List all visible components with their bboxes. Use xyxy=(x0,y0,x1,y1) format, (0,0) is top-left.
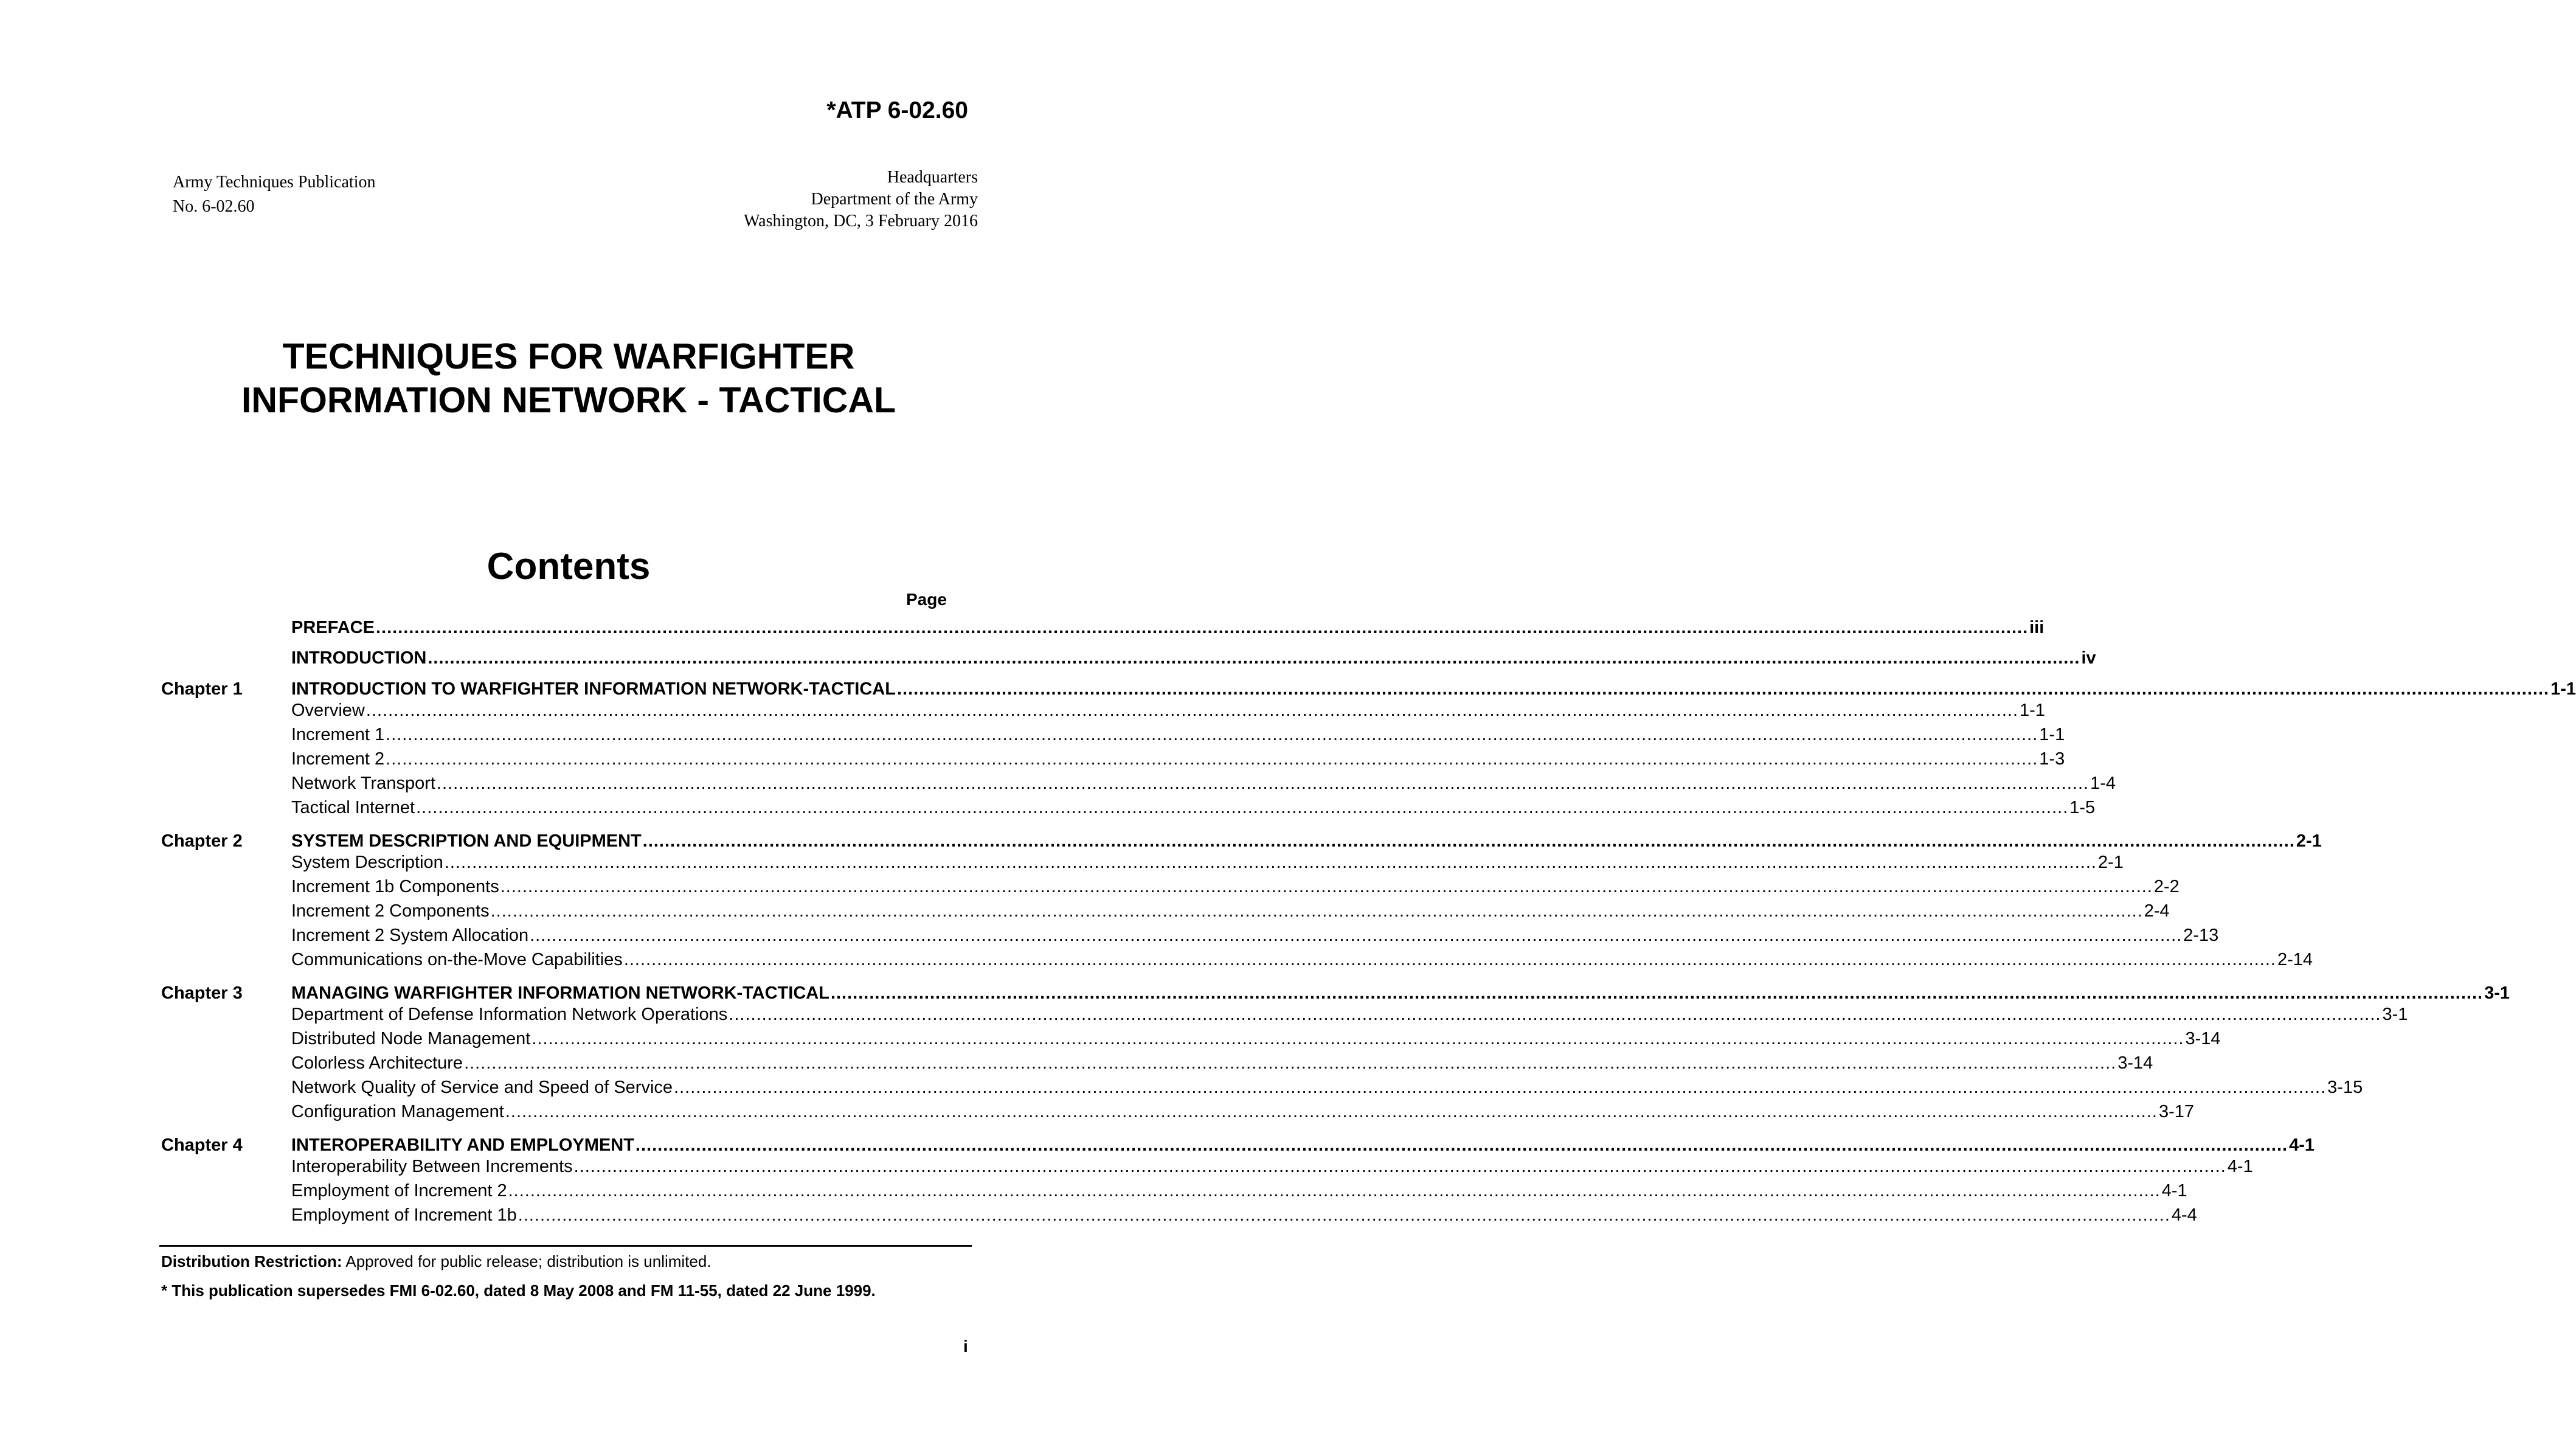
toc-dot-leader: ............................................................................................................................................................................................................................................................................................................ xyxy=(508,1181,2161,1201)
distribution-label: Distribution Restriction: xyxy=(161,1252,342,1270)
toc-page-number: 3-17 xyxy=(2158,1102,2195,1121)
toc-dot-leader: ............................................................................................................................................................................................................................................................................................................ xyxy=(375,618,2029,637)
distribution-restriction xyxy=(161,1250,712,1272)
toc-dot-leader: ............................................................................................................................................................................................................................................................................................................ xyxy=(386,725,2038,744)
toc-page-number: 1-5 xyxy=(2069,798,2096,817)
toc-dot-leader: ............................................................................................................................................................................................................................................................................................................ xyxy=(436,774,2090,793)
toc-entry-title: Increment 2 System Allocation xyxy=(291,926,529,945)
toc-entry-title: Increment 1b Components xyxy=(291,877,499,896)
toc-page-number: 2-13 xyxy=(2183,926,2219,945)
toc-entry-title: Distributed Node Management xyxy=(291,1029,531,1048)
department-line: Department of the Army xyxy=(811,190,978,209)
contents-heading: Contents xyxy=(486,546,651,587)
distribution-text: Approved for public release; distribution is unlimited. xyxy=(342,1252,712,1270)
toc-row xyxy=(0,1075,2363,1100)
toc-entry-title: Department of Defense Information Network Operations xyxy=(291,1005,728,1024)
toc-page-number: 1-4 xyxy=(2090,774,2116,793)
location-date-line: Washington, DC, 3 February 2016 xyxy=(743,212,978,230)
toc-chapter-label: Chapter 4 xyxy=(161,1135,243,1155)
toc-row xyxy=(0,850,2124,875)
toc-dot-leader: ............................................................................................................................................................................................................................................................................................................ xyxy=(416,798,2069,817)
toc-dot-leader: ............................................................................................................................................................................................................................................................................................................ xyxy=(674,1078,2327,1097)
toc-page-number: 4-1 xyxy=(2289,1135,2315,1155)
toc-row xyxy=(0,646,2096,670)
toc-dot-leader: ............................................................................................................................................................................................................................................................................................................ xyxy=(531,1029,2184,1048)
toc-dot-leader: ............................................................................................................................................................................................................................................................................................................ xyxy=(365,701,2018,720)
toc-page-number: 2-1 xyxy=(2097,853,2124,872)
toc-dot-leader: ............................................................................................................................................................................................................................................................................................................ xyxy=(428,648,2080,668)
toc-page-number: 2-4 xyxy=(2144,901,2170,921)
toc-page-number: 1-1 xyxy=(2550,679,2576,699)
toc-dot-leader: ............................................................................................................................................................................................................................................................................................................ xyxy=(490,901,2143,921)
toc-page-number: 1-3 xyxy=(2039,749,2065,769)
toc-page-number: 3-14 xyxy=(2117,1053,2153,1073)
toc-dot-leader: ............................................................................................................................................................................................................................................................................................................ xyxy=(642,831,2295,851)
toc-page-number: 1-1 xyxy=(2039,725,2065,744)
toc-entry-title: Network Quality of Service and Speed of Service xyxy=(291,1078,673,1097)
toc-page-number: 4-4 xyxy=(2171,1205,2197,1225)
toc-page-number: iv xyxy=(2081,648,2096,668)
toc-entry-title: Colorless Architecture xyxy=(291,1053,463,1073)
toc-page-number: 1-1 xyxy=(2020,701,2045,720)
toc-dot-leader: ............................................................................................................................................................................................................................................................................................................ xyxy=(464,1053,2117,1073)
toc-dot-leader: ............................................................................................................................................................................................................................................................................................................ xyxy=(500,877,2153,896)
toc-row xyxy=(0,722,2065,747)
headquarters-line: Headquarters xyxy=(887,168,978,187)
toc-chapter-row xyxy=(0,829,2322,853)
toc-row xyxy=(0,875,2180,899)
toc-entry-title: INTEROPERABILITY AND EMPLOYMENT xyxy=(291,1135,634,1155)
toc-entry-title: Employment of Increment 2 xyxy=(291,1181,507,1201)
title-line-1: TECHNIQUES FOR WARFIGHTER xyxy=(282,336,855,376)
toc-entry-title: Increment 1 xyxy=(291,725,385,744)
toc-page-number: 3-15 xyxy=(2327,1078,2363,1097)
toc-page-number: 2-14 xyxy=(2277,950,2313,969)
toc-chapter-row xyxy=(0,981,2510,1005)
supersedes-note: * This publication supersedes FMI 6-02.60, dated 8 May 2008 and FM 11-55, dated 22 June 1999. xyxy=(161,1281,876,1300)
toc-row xyxy=(0,923,2219,948)
toc-row xyxy=(0,899,2170,923)
toc-dot-leader: ............................................................................................................................................................................................................................................................................................................ xyxy=(444,853,2097,872)
footer-divider xyxy=(159,1245,972,1247)
toc-row xyxy=(0,1027,2221,1051)
toc-row xyxy=(0,1051,2153,1075)
toc-chapter-label: Chapter 1 xyxy=(161,679,243,699)
toc-row xyxy=(0,615,2045,640)
issuing-authority xyxy=(744,167,978,232)
toc-entry-title: PREFACE xyxy=(291,618,375,637)
toc-entry-title: Employment of Increment 1b xyxy=(291,1205,517,1225)
toc-dot-leader: ............................................................................................................................................................................................................................................................................................................ xyxy=(896,679,2550,699)
toc-dot-leader: ............................................................................................................................................................................................................................................................................................................ xyxy=(830,983,2484,1003)
toc-dot-leader: ............................................................................................................................................................................................................................................................................................................ xyxy=(623,950,2276,969)
publication-type: Army Techniques Publication xyxy=(173,173,376,192)
toc-dot-leader: ............................................................................................................................................................................................................................................................................................................ xyxy=(505,1102,2158,1121)
toc-entry-title: Interoperability Between Increments xyxy=(291,1157,573,1176)
toc-row xyxy=(0,948,2313,972)
publication-number: *ATP 6-02.60 xyxy=(826,97,968,123)
toc-dot-leader: ............................................................................................................................................................................................................................................................................................................ xyxy=(635,1135,2288,1155)
toc-chapter-row xyxy=(0,1133,2315,1157)
toc-page-number: 4-1 xyxy=(2227,1157,2253,1176)
toc-dot-leader: ............................................................................................................................................................................................................................................................................................................ xyxy=(530,926,2183,945)
toc-entry-title: MANAGING WARFIGHTER INFORMATION NETWORK-TACTICAL xyxy=(291,983,829,1003)
title-line-2: INFORMATION NETWORK - TACTICAL xyxy=(241,380,896,420)
toc-page-number: iii xyxy=(2029,618,2045,637)
toc-entry-title: Configuration Management xyxy=(291,1102,504,1121)
toc-page-number: 3-1 xyxy=(2484,983,2510,1003)
toc-entry-title: Increment 2 xyxy=(291,749,385,769)
toc-entry-title: SYSTEM DESCRIPTION AND EQUIPMENT xyxy=(291,831,642,851)
toc-page-number: 3-14 xyxy=(2185,1029,2221,1048)
toc-entry-title: System Description xyxy=(291,853,443,872)
toc-entry-title: Increment 2 Components xyxy=(291,901,490,921)
publication-number-line: No. 6-02.60 xyxy=(173,197,255,216)
toc-dot-leader: ............................................................................................................................................................................................................................................................................................................ xyxy=(386,749,2038,769)
toc-page-number: 3-1 xyxy=(2382,1005,2408,1024)
toc-chapter-label: Chapter 3 xyxy=(161,983,243,1003)
toc-row xyxy=(0,1100,2195,1124)
toc-row xyxy=(0,1179,2187,1203)
toc-row xyxy=(0,698,2045,722)
toc-row xyxy=(0,771,2116,795)
toc-page-number: 4-1 xyxy=(2161,1181,2187,1201)
toc-chapter-row xyxy=(0,677,2576,701)
toc-entry-title: INTRODUCTION xyxy=(291,648,427,668)
toc-entry-title: Network Transport xyxy=(291,774,435,793)
toc-dot-leader: ............................................................................................................................................................................................................................................................................................................ xyxy=(573,1157,2226,1176)
toc-row xyxy=(0,1154,2253,1179)
toc-page-number: 2-2 xyxy=(2153,877,2180,896)
toc-row xyxy=(0,1203,2197,1227)
page-column-label: Page xyxy=(906,590,947,609)
toc-entry-title: Tactical Internet xyxy=(291,798,415,817)
toc-row xyxy=(0,1002,2408,1027)
toc-page-number: 2-1 xyxy=(2296,831,2322,851)
toc-row xyxy=(0,747,2065,771)
document-title xyxy=(0,334,1137,422)
toc-dot-leader: ............................................................................................................................................................................................................................................................................................................ xyxy=(518,1205,2170,1225)
toc-entry-title: Communications on-the-Move Capabilities xyxy=(291,950,623,969)
toc-entry-title: INTRODUCTION TO WARFIGHTER INFORMATION NETWORK-TACTICAL xyxy=(291,679,896,699)
publication-designation xyxy=(173,170,375,219)
toc-chapter-label: Chapter 2 xyxy=(161,831,243,851)
page-number: i xyxy=(963,1337,968,1356)
toc-entry-title: Overview xyxy=(291,701,365,720)
toc-dot-leader: ............................................................................................................................................................................................................................................................................................................ xyxy=(729,1005,2381,1024)
toc-row xyxy=(0,795,2096,820)
